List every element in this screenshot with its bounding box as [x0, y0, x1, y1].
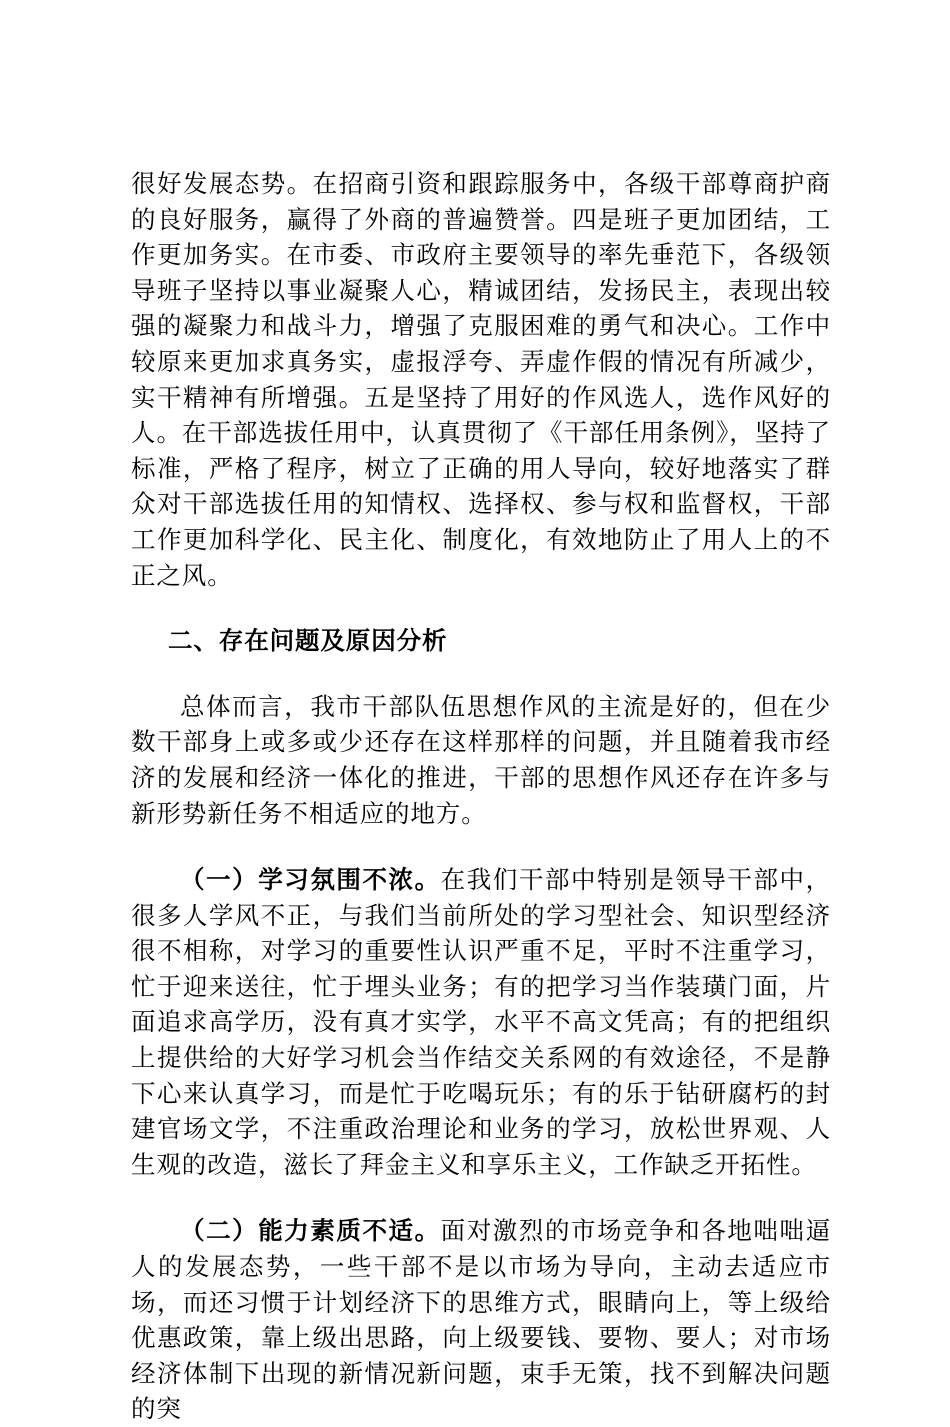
- paragraph-overview: 总体而言，我市干部队伍思想作风的主流是好的，但在少数干部身上或多或少还存在这样那样的问题，并且随着我市经济的发展和经济一体化的推进，干部的思想作风还存在许多与新形势新任务不相适应的地方。: [131, 691, 831, 828]
- paragraph-item-1: [131, 862, 831, 1182]
- document-body: [131, 166, 831, 1427]
- section-heading: 二、存在问题及原因分析: [168, 626, 448, 656]
- paragraph-continuation: 很好发展态势。在招商引资和跟踪服务中，各级干部尊商护商的良好服务，赢得了外商的普遍赞誉。四是班子更加团结，工作更加务实。在市委、市政府主要领导的率先垂范下，各级领导班子坚持以事业凝聚人心，精诚团结，发扬民主，表现出较强的凝聚力和战斗力，增强了克服困难的勇气和决心。工作中较原来更加求真务实，虚报浮夸、弄虚作假的情况有所减少，实干精神有所增强。五是坚持了用好的作风选人，选作风好的人。在干部选拔任用中，认真贯彻了《干部任用条例》，坚持了标准，严格了程序，树立了正确的用人导向，较好地落实了群众对干部选拔任用的知情权、选择权、参与权和监督权，干部工作更加科学化、民主化、制度化，有效地防止了用人上的不正之风。: [131, 169, 831, 590]
- item-1-lead: （一）学习氛围不浓。: [180, 865, 441, 895]
- item-2-lead: （二）能力素质不适。: [180, 1216, 441, 1246]
- item-1-text: 在我们干部中特别是领导干部中，很多人学风不正，与我们当前所处的学习型社会、知识型经济很不相称，对学习的重要性认识严重不足，平时不注重学习，忙于迎来送往，忙于埋头业务；有的把学习当作装璜门面，片面追求高学历，没有真才实学，水平不高文凭高；有的把组织上提供给的大好学习机会当作结交关系网的有效途径，不是静下心来认真学习，而是忙于吃喝玩乐；有的乐于钻研腐朽的封建官场文学，不注重政治理论和业务的学习，放松世界观、人生观的改造，滋长了拜金主义和享乐主义，工作缺乏开拓性。: [131, 865, 832, 1179]
- item-2-text: 面对激烈的市场竞争和各地咄咄逼人的发展态势，一些干部不是以市场为导向，主动去适应市场，而还习惯于计划经济下的思维方式，眼睛向上，等上级给优惠政策，靠上级出思路，向上级要钱、要物、要人；对市场经济体制下出现的新情况新问题，束手无策，找不到解决问题的突: [131, 1216, 832, 1424]
- paragraph-item-2: [131, 1213, 831, 1427]
